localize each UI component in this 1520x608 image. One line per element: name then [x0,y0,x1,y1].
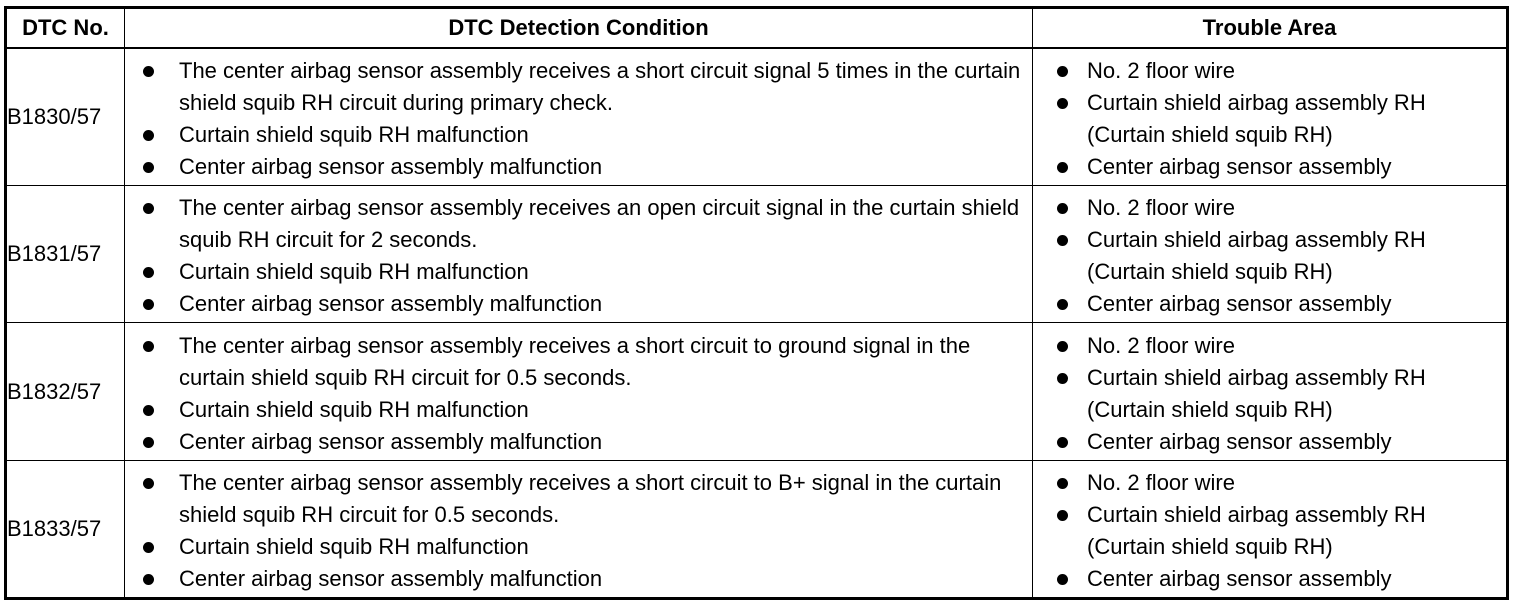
table-row [6,48,1508,186]
area-text: No. 2 floor wire [1087,469,1235,495]
bullet-icon [143,299,154,310]
area-text: Center airbag sensor assembly [1087,291,1392,317]
area-text: Curtain shield airbag assembly RH (Curtain shield squib RH) [1087,501,1426,559]
list-item [125,55,1032,119]
condition-text: The center airbag sensor assembly receives a short circuit to B+ signal in the curtain shield squib RH circuit for 0.5 seconds. [179,469,1002,527]
dtc-code: B1830/57 [6,48,125,186]
detection-condition-cell [125,323,1033,460]
header-trouble-area: Trouble Area [1033,8,1508,49]
trouble-area-cell [1033,186,1508,323]
dtc-code: B1832/57 [6,323,125,460]
condition-text: The center airbag sensor assembly receives a short circuit to ground signal in the curtain shield squib RH circuit for 0.5 seconds. [179,332,971,390]
header-dtc-no: DTC No. [6,8,125,49]
condition-text: Center airbag sensor assembly malfunction [179,428,603,454]
list-item [1033,467,1506,499]
condition-text: The center airbag sensor assembly receives an open circuit signal in the curtain shield squib RH circuit for 2 seconds. [179,195,1020,253]
list-item [1033,563,1506,595]
trouble-area-cell [1033,48,1508,186]
trouble-area-cell [1033,323,1508,460]
area-text: Curtain shield airbag assembly RH (Curtain shield squib RH) [1087,364,1426,422]
bullet-icon [1057,162,1068,173]
area-text: No. 2 floor wire [1087,332,1235,358]
area-text: No. 2 floor wire [1087,58,1235,84]
detection-condition-cell [125,460,1033,598]
list-item [1033,288,1506,320]
area-text: Center airbag sensor assembly [1087,428,1392,454]
condition-text: Curtain shield squib RH malfunction [179,533,529,559]
condition-text: Curtain shield squib RH malfunction [179,396,529,422]
bullet-icon [143,405,154,416]
list-item [125,119,1032,151]
bullet-icon [1057,98,1068,109]
condition-text: The center airbag sensor assembly receives a short circuit signal 5 times in the curtain shield squib RH circuit during primary check. [179,58,1021,116]
bullet-icon [1057,66,1068,77]
bullet-icon [143,437,154,448]
header-detection-condition: DTC Detection Condition [125,8,1033,49]
area-text: Center airbag sensor assembly [1087,154,1392,180]
list-item [125,192,1032,256]
bullet-icon [1057,510,1068,521]
detection-condition-cell [125,48,1033,186]
bullet-icon [1057,341,1068,352]
list-item [125,426,1032,458]
condition-text: Curtain shield squib RH malfunction [179,122,529,148]
list-item [1033,87,1506,151]
table-row [6,323,1508,460]
list-item [1033,224,1506,288]
bullet-icon [1057,299,1068,310]
dtc-table [4,6,1509,600]
list-item [1033,426,1506,458]
condition-text: Center airbag sensor assembly malfunction [179,565,603,591]
header-row [6,8,1508,49]
list-item [1033,330,1506,362]
bullet-icon [143,478,154,489]
bullet-icon [143,341,154,352]
dtc-code: B1831/57 [6,186,125,323]
area-text: No. 2 floor wire [1087,195,1235,221]
bullet-icon [1057,574,1068,585]
dtc-code: B1833/57 [6,460,125,598]
list-item [125,394,1032,426]
bullet-icon [143,162,154,173]
bullet-icon [143,203,154,214]
list-item [1033,192,1506,224]
list-item [1033,151,1506,183]
condition-text: Center airbag sensor assembly malfunction [179,154,603,180]
list-item [125,288,1032,320]
list-item [125,467,1032,531]
bullet-icon [143,66,154,77]
bullet-icon [143,267,154,278]
list-item [1033,362,1506,426]
bullet-icon [1057,437,1068,448]
condition-text: Curtain shield squib RH malfunction [179,259,529,285]
area-text: Curtain shield airbag assembly RH (Curtain shield squib RH) [1087,90,1426,148]
list-item [125,151,1032,183]
detection-condition-cell [125,186,1033,323]
table-row [6,460,1508,598]
list-item [125,531,1032,563]
area-text: Center airbag sensor assembly [1087,565,1392,591]
area-text: Curtain shield airbag assembly RH (Curtain shield squib RH) [1087,227,1426,285]
list-item [125,330,1032,394]
list-item [125,563,1032,595]
bullet-icon [143,542,154,553]
bullet-icon [1057,203,1068,214]
table-row [6,186,1508,323]
list-item [1033,55,1506,87]
bullet-icon [1057,373,1068,384]
condition-text: Center airbag sensor assembly malfunction [179,291,603,317]
bullet-icon [143,574,154,585]
trouble-area-cell [1033,460,1508,598]
bullet-icon [143,130,154,141]
list-item [125,256,1032,288]
bullet-icon [1057,235,1068,246]
bullet-icon [1057,478,1068,489]
list-item [1033,499,1506,563]
